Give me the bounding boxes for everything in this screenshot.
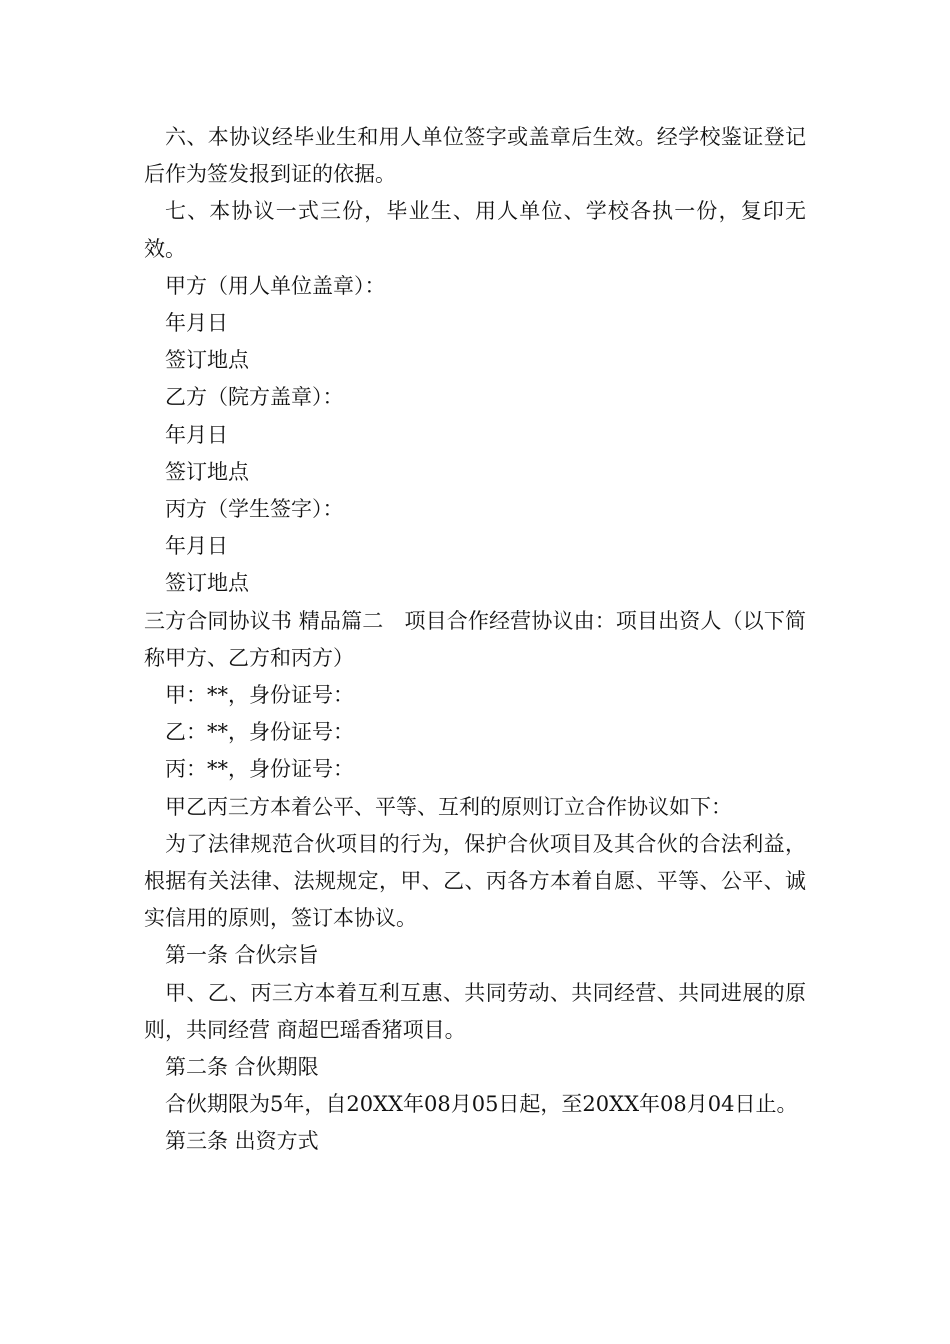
party-b-date-line: 年月日 [165, 422, 228, 447]
party-a-seal-line: 甲方（用人单位盖章）： [165, 273, 386, 298]
article-1-heading: 第一条 合伙宗旨 [165, 943, 319, 968]
agreement-purpose: 为了法律规范合伙项目的行为，保护合伙项目及其合伙的合法利益，根据有关法律、法规规定，甲、乙、丙各方本着自愿、平等、公平、诚实信用的原则，签订本协议。 [144, 831, 806, 931]
party-b-place-line: 签订地点 [165, 459, 249, 484]
agreement-intro: 甲乙丙三方本着公平、平等、互利的原则订立合作协议如下： [165, 794, 732, 819]
party-a-date-line: 年月日 [165, 311, 228, 336]
party-yi-id-line: 乙：**，身份证号： [165, 720, 354, 745]
party-b-seal-line: 乙方（院方盖章）： [165, 385, 344, 410]
section-heading-part-two: 三方合同协议书 精品篇二 项目合作经营协议由：项目出资人（以下简称甲方、乙方和丙方） [144, 608, 806, 670]
article-1-body: 甲、乙、丙三方本着互利互惠、共同劳动、共同经营、共同进展的原则，共同经营 商超巴瑶香猪项目。 [144, 980, 806, 1042]
paragraph-clause-7: 七、本协议一式三份，毕业生、用人单位、学校各执一份，复印无效。 [144, 199, 806, 261]
party-bing-id-line: 丙：**，身份证号： [165, 757, 354, 782]
document-page [144, 119, 806, 1161]
party-c-place-line: 签订地点 [165, 571, 249, 596]
article-2-body: 合伙期限为5年，自20XX年08月05日起，至20XX年08月04日止。 [165, 1092, 798, 1117]
party-c-signature-line: 丙方（学生签字）： [165, 497, 344, 522]
party-c-date-line: 年月日 [165, 534, 228, 559]
party-jia-id-line: 甲：**，身份证号： [165, 683, 354, 708]
party-a-place-line: 签订地点 [165, 348, 249, 373]
article-2-heading: 第二条 合伙期限 [165, 1055, 319, 1080]
article-3-heading: 第三条 出资方式 [165, 1129, 319, 1154]
paragraph-clause-6: 六、本协议经毕业生和用人单位签字或盖章后生效。经学校鉴证登记后作为签发报到证的依据。 [144, 125, 806, 187]
